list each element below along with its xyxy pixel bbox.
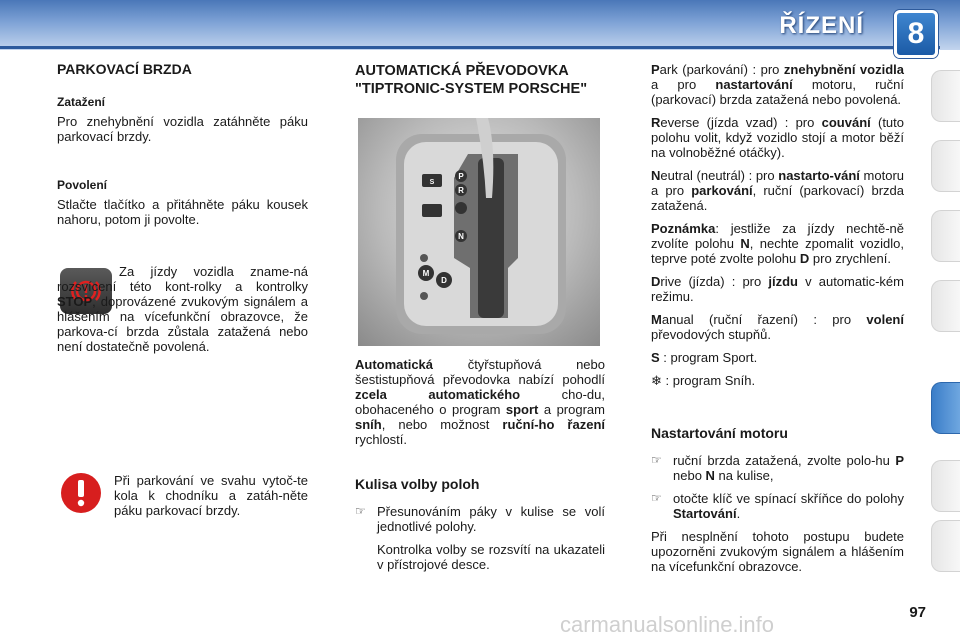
desc-bold: sníh	[355, 417, 382, 432]
side-tab-active[interactable]	[931, 382, 960, 434]
header-rule	[0, 46, 940, 49]
pointing-hand-icon: ☞	[355, 504, 366, 518]
chapter-title: ŘÍZENÍ	[779, 12, 864, 39]
gate-label-p: P	[458, 172, 464, 181]
desc-text: čtyřstupňová nebo šestistupňová převodovka nabízí pohodlí	[355, 357, 605, 387]
text: na kulise,	[714, 468, 774, 483]
bullet-item	[651, 453, 904, 491]
warning-stop: STOP	[57, 294, 93, 309]
section-title-parking-brake: PARKOVACÍ BRZDA	[57, 61, 192, 77]
gear-letter-n: N	[651, 168, 661, 183]
text-apply: Pro znehybnění vozidla zatáhněte páku parkovací brzdy.	[57, 114, 308, 144]
alert-paragraph	[114, 473, 308, 526]
right-column	[651, 62, 904, 582]
bold-text: nastarto-vání	[778, 168, 860, 183]
side-tab[interactable]	[931, 140, 960, 192]
text: pro zrychlení.	[809, 251, 891, 266]
gear-letter-d: D	[651, 274, 661, 289]
bold-text: N	[740, 236, 750, 251]
bullet-text: Kontrolka volby se rozsvítí na ukazateli v přístrojové desce.	[377, 542, 605, 572]
pointing-hand-icon: ☞	[651, 491, 662, 505]
bold-text: volení	[866, 312, 904, 327]
text: v automatic-kém režimu.	[651, 274, 904, 304]
left-column	[57, 62, 308, 235]
bullet-item	[355, 504, 605, 580]
warning-text-a: Za jízdy vozidla zname-ná rozsvícení této kont-rolky a kontrolky	[57, 264, 308, 294]
gate-label-m: M	[422, 269, 430, 278]
text: , ruční (parkovací) brzda zatažená.	[651, 183, 904, 213]
desc-text: a program	[538, 402, 605, 417]
subheading-release: Povolení	[57, 178, 108, 192]
text: anual (ruční řazení) : pro	[661, 312, 867, 327]
text: a pro	[651, 77, 716, 92]
subheading-apply: Zatažení	[57, 95, 106, 109]
text: rive (jízda) : pro	[660, 274, 769, 289]
bold-text: znehybnění vozidla	[783, 62, 905, 77]
side-tab[interactable]	[931, 70, 960, 122]
text: : program Sport.	[659, 350, 758, 365]
gate-label-n: N	[458, 232, 464, 241]
chapter-number-badge: 8	[894, 10, 938, 58]
bold-text: nastartování	[715, 77, 793, 92]
subsection-title-engine-start: Nastartování motoru	[651, 425, 788, 441]
bold-text: jízdu	[768, 274, 798, 289]
text: otočte klíč ve spínací skříňce do polohy	[673, 491, 904, 506]
gearbox-description	[355, 357, 605, 580]
desc-text: , nebo možnost	[381, 417, 503, 432]
desc-text: cho-du, obohaceného o program	[355, 387, 605, 417]
gate-label-d: D	[441, 276, 447, 285]
bold-text: Startování	[673, 506, 737, 521]
gate-label-s: S	[429, 179, 435, 186]
bold-text: P	[895, 453, 904, 468]
section-title-automatic-gearbox: AUTOMATICKÁ PŘEVODOVKA "TIPTRONIC-SYSTEM PORSCHE"	[355, 63, 588, 97]
side-tab[interactable]	[931, 520, 960, 572]
side-tabs	[928, 60, 960, 580]
side-tab[interactable]	[931, 460, 960, 512]
desc-bold: ruční-ho řazení	[502, 417, 605, 432]
desc-bold: sport	[505, 402, 539, 417]
watermark: carmanualsonline.info	[560, 612, 775, 637]
gear-selector-photo	[358, 118, 600, 346]
subsection-title-selector-gate: Kulisa volby poloh	[355, 476, 480, 492]
gear-selector-illustration	[358, 118, 600, 346]
bold-text: N	[705, 468, 715, 483]
side-tab[interactable]	[931, 280, 960, 332]
text: motoru, ruční (parkovací) brzda zatažená nebo povolená.	[651, 77, 905, 107]
pointing-hand-icon: ☞	[651, 453, 662, 467]
desc-bold-automatic: Automatická	[355, 357, 434, 372]
text: nebo	[673, 468, 706, 483]
text: , nechte zpomalit vozidlo, teprve poté zvolte polohu	[651, 236, 904, 266]
side-tab[interactable]	[931, 210, 960, 262]
bold-text: parkování	[691, 183, 753, 198]
text: ark (parkování) : pro	[659, 62, 784, 77]
middle-column	[355, 62, 605, 98]
bold-text: couvání	[821, 115, 871, 130]
bullet-text: Přesunováním páky v kulise se volí jednotlivé polohy.	[377, 504, 605, 534]
text: : program Sníh.	[661, 373, 756, 388]
alert-text: Při parkování ve svahu vytoč-te kola k chodníku a zatáh-něte páku parkovací brzdy.	[114, 473, 308, 518]
start-warning-text: Při nesplnění tohoto postupu budete upozorněni zvukovým signálem a hlášením na vícefunkční obrazovce.	[651, 529, 904, 574]
gear-letter-p: P	[651, 62, 660, 77]
gear-letter-r: R	[651, 115, 661, 130]
desc-bold: zcela automatického	[355, 387, 521, 402]
gear-letter-s: S	[651, 350, 660, 365]
note-label: Poznámka	[651, 221, 716, 236]
text: převodových stupňů.	[651, 327, 771, 342]
text: ruční brzda zatažená, zvolte polo-hu	[673, 453, 896, 468]
text: motoru a pro	[651, 168, 904, 198]
desc-text: rychlostí.	[355, 432, 408, 447]
page-number: 97	[909, 604, 926, 621]
bold-text: D	[799, 251, 810, 266]
snowflake-icon: ❄	[651, 373, 662, 388]
warning-text-b: , doprovázené zvukovým signálem a hlášením na vícefunkční obrazovce, že parkova-cí brzda zůstala zatažená nebo není dostatečně povolená.	[57, 294, 308, 354]
text: (tuto polohu volit, když vozidlo stojí a motor běží na volnoběžné otáčky).	[651, 115, 905, 160]
text: everse (jízda vzad) : pro	[660, 115, 822, 130]
text: : jestliže za jízdy nechtě-ně zvolíte polohu	[651, 221, 904, 251]
gate-label-r: R	[458, 186, 464, 195]
text: .	[736, 506, 741, 521]
text-release: Stlačte tlačítko a přitáhněte páku kousek nahoru, potom ji povolte.	[57, 197, 308, 227]
warning-paragraph	[57, 264, 308, 362]
text: eutral (neutrál) : pro	[660, 168, 779, 183]
bullet-item	[651, 491, 904, 529]
exclamation-alert-icon	[60, 472, 102, 514]
gear-letter-m: M	[651, 312, 662, 327]
